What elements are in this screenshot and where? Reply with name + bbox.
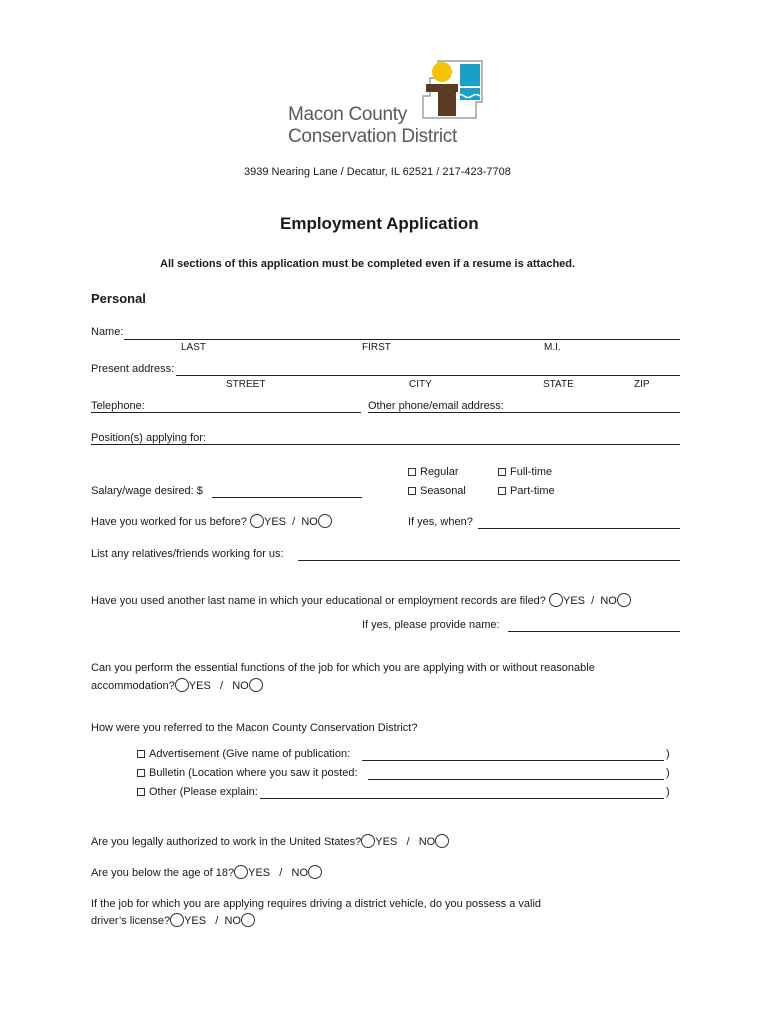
relatives-field[interactable] <box>298 560 680 561</box>
address-city-caption: CITY <box>409 379 432 390</box>
other-name-row <box>91 593 631 607</box>
essential-row <box>91 678 263 692</box>
under18-row <box>91 865 322 879</box>
authorized-yes-radio[interactable] <box>361 834 375 848</box>
checkbox-parttime-label: Part-time <box>510 485 555 497</box>
referral-option-advertisement[interactable] <box>137 748 350 760</box>
referral-bulletin-checkbox[interactable] <box>137 769 145 777</box>
referral-advertisement-field[interactable] <box>362 760 664 761</box>
org-name-line2: Conservation District <box>288 126 457 147</box>
slash-separator: / <box>219 680 224 692</box>
if-yes-when-field[interactable] <box>478 528 680 529</box>
address-field[interactable] <box>176 375 680 376</box>
yes-label: YES <box>188 680 211 692</box>
referral-advertisement-label: Advertisement (Give name of publication: <box>149 748 351 760</box>
name-field[interactable] <box>124 339 680 340</box>
license-yes-radio[interactable] <box>170 913 184 927</box>
essential-question-line2: accommodation? <box>91 680 175 692</box>
no-label: NO <box>301 516 318 528</box>
slash-separator: / <box>406 836 410 848</box>
checkbox-regular-label: Regular <box>420 466 459 478</box>
name-first-caption: FIRST <box>362 342 391 353</box>
other-name-yes-radio[interactable] <box>549 593 563 607</box>
referral-other-label: Other (Please explain: <box>149 786 258 798</box>
logo-mark-icon <box>420 58 484 120</box>
slash-separator: / <box>591 595 595 607</box>
license-no-radio[interactable] <box>241 913 255 927</box>
worked-before-row <box>91 514 332 528</box>
under18-question: Are you below the age of 18? <box>91 867 235 879</box>
referral-other-field[interactable] <box>260 798 664 799</box>
essential-no-radio[interactable] <box>249 678 263 692</box>
close-paren: ) <box>666 767 670 779</box>
referral-option-bulletin[interactable] <box>137 767 358 779</box>
slash-separator: / <box>215 915 219 927</box>
checkbox-regular-box[interactable] <box>408 468 416 476</box>
worked-before-yes-radio[interactable] <box>250 514 264 528</box>
other-contact-label: Other phone/email address: <box>368 400 504 412</box>
referral-other-checkbox[interactable] <box>137 788 145 796</box>
yes-label: YES <box>375 836 398 848</box>
provide-name-label: If yes, please provide name: <box>362 619 500 631</box>
checkbox-parttime-box[interactable] <box>498 487 506 495</box>
telephone-field[interactable] <box>91 412 361 413</box>
authorized-question: Are you legally authorized to work in the United States? <box>91 836 362 848</box>
no-label: NO <box>418 836 436 848</box>
if-yes-when-label: If yes, when? <box>408 516 473 528</box>
referral-bulletin-field[interactable] <box>368 779 664 780</box>
worked-before-question: Have you worked for us before? <box>91 516 247 528</box>
org-address: 3939 Nearing Lane / Decatur, IL 62521 / 217-423-7708 <box>244 166 511 178</box>
name-last-caption: LAST <box>181 342 207 353</box>
no-label: NO <box>232 680 249 692</box>
other-name-question: Have you used another last name in which your educational or employment records are filed? <box>91 595 546 607</box>
no-label: NO <box>600 595 617 607</box>
yes-label: YES <box>248 867 271 879</box>
checkbox-parttime[interactable] <box>498 485 555 497</box>
worked-before-no-radio[interactable] <box>318 514 332 528</box>
yes-label: YES <box>263 516 286 528</box>
other-name-no-radio[interactable] <box>617 593 631 607</box>
no-label: NO <box>291 867 309 879</box>
license-question-line2: driver’s license? <box>91 915 171 927</box>
provide-name-field[interactable] <box>508 631 680 632</box>
referred-question: How were you referred to the Macon County Conservation District? <box>91 722 418 734</box>
section-heading-personal: Personal <box>91 291 146 306</box>
checkbox-fulltime-box[interactable] <box>498 468 506 476</box>
authorized-no-radio[interactable] <box>435 834 449 848</box>
referral-bulletin-label: Bulletin (Location where you saw it posted: <box>149 767 358 779</box>
referral-advertisement-checkbox[interactable] <box>137 750 145 758</box>
close-paren: ) <box>666 786 670 798</box>
yes-label: YES <box>184 915 207 927</box>
under18-no-radio[interactable] <box>308 865 322 879</box>
slash-separator: / <box>292 516 296 528</box>
name-mi-caption: M.I. <box>544 342 561 353</box>
checkbox-regular[interactable] <box>408 466 459 478</box>
license-question-line1: If the job for which you are applying requires driving a district vehicle, do you possess a valid <box>91 898 542 910</box>
referral-option-other[interactable] <box>137 786 258 798</box>
checkbox-seasonal-label: Seasonal <box>420 485 466 497</box>
address-state-caption: STATE <box>543 379 574 390</box>
telephone-label: Telephone: <box>91 400 145 412</box>
checkbox-seasonal[interactable] <box>408 485 466 497</box>
essential-yes-radio[interactable] <box>175 678 189 692</box>
relatives-label: List any relatives/friends working for us: <box>91 548 284 560</box>
yes-label: YES <box>562 595 585 607</box>
salary-field[interactable] <box>212 497 362 498</box>
name-label: Name: <box>91 326 124 338</box>
other-contact-field[interactable] <box>368 412 680 413</box>
instructions-text: All sections of this application must be completed even if a resume is attached. <box>160 258 576 270</box>
checkbox-seasonal-box[interactable] <box>408 487 416 495</box>
under18-yes-radio[interactable] <box>234 865 248 879</box>
address-label: Present address: <box>91 363 175 375</box>
page-title: Employment Application <box>280 214 479 233</box>
slash-separator: / <box>279 867 283 879</box>
no-label: NO <box>224 915 241 927</box>
positions-label: Position(s) applying for: <box>91 432 206 444</box>
address-zip-caption: ZIP <box>634 379 650 390</box>
org-name-line1: Macon County <box>288 104 407 125</box>
license-row <box>91 913 255 927</box>
address-street-caption: STREET <box>226 379 266 390</box>
checkbox-fulltime[interactable] <box>498 466 552 478</box>
positions-field[interactable] <box>91 444 680 445</box>
checkbox-fulltime-label: Full-time <box>510 466 553 478</box>
salary-label: Salary/wage desired: $ <box>91 485 203 497</box>
close-paren: ) <box>666 748 670 760</box>
essential-question-line1: Can you perform the essential functions of the job for which you are applying with or without reasonable <box>91 662 595 674</box>
organization-logo <box>420 58 484 120</box>
authorized-row <box>91 834 449 848</box>
